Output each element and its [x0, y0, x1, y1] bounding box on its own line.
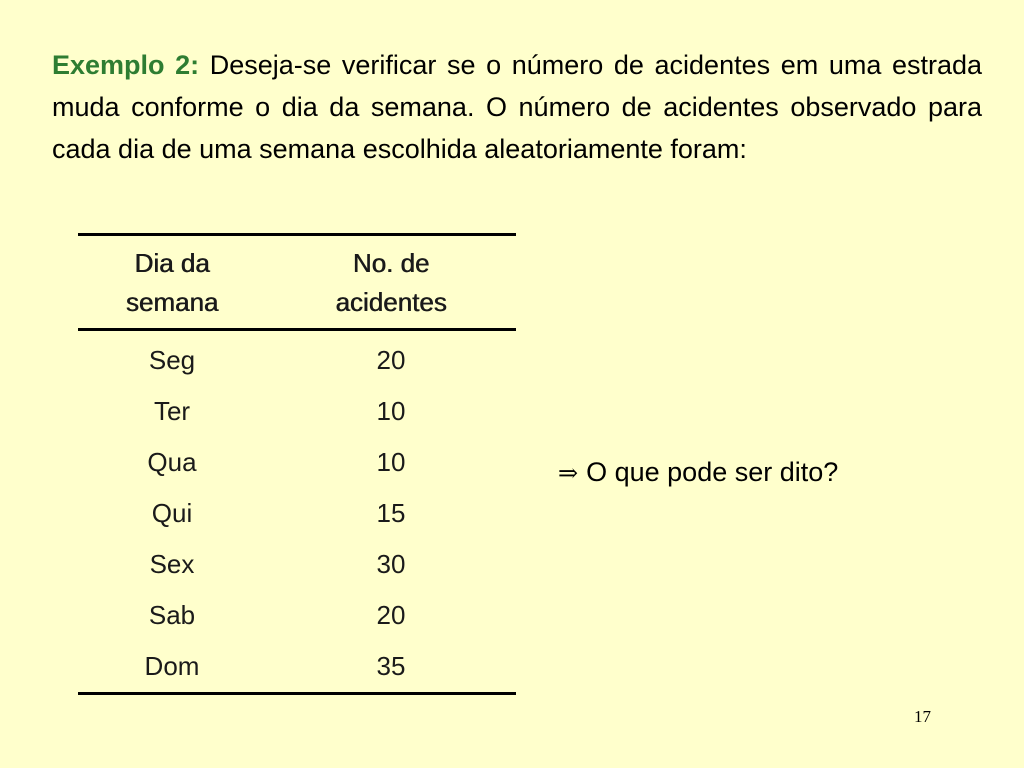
header-count	[266, 235, 516, 330]
header-day-line1: Dia da	[134, 248, 210, 278]
header-day	[78, 235, 266, 330]
page-number: 17	[914, 707, 931, 726]
question-text	[558, 452, 838, 493]
count-cell: 10	[376, 447, 406, 477]
day-cell: Seg	[148, 345, 196, 375]
accidents-table	[78, 233, 516, 695]
count-cell: 20	[376, 345, 406, 375]
day-cell: Qua	[147, 447, 197, 477]
implies-arrow-icon: ⇒	[558, 459, 579, 487]
table-row	[78, 330, 516, 387]
count-cell: 30	[376, 549, 406, 579]
day-cell: Qui	[151, 498, 193, 528]
table-row	[78, 641, 516, 694]
table-row	[78, 590, 516, 641]
table-body	[78, 330, 516, 694]
day-cell: Sex	[149, 549, 195, 579]
day-cell: Sab	[148, 600, 196, 630]
count-cell: 35	[376, 651, 406, 681]
table-header	[78, 235, 516, 330]
table-row	[78, 488, 516, 539]
header-count-line1: No. de	[352, 248, 430, 278]
table-row	[78, 386, 516, 437]
day-cell: Dom	[144, 651, 200, 681]
table-row	[78, 437, 516, 488]
count-cell: 10	[376, 396, 406, 426]
table-row	[78, 539, 516, 590]
header-count-line2: acidentes	[335, 287, 447, 317]
table-header-row	[78, 235, 516, 330]
question-label: O que pode ser dito?	[586, 457, 839, 487]
intro-paragraph	[52, 44, 982, 170]
day-cell: Ter	[153, 396, 191, 426]
example-label: Exemplo 2:	[52, 50, 200, 80]
header-day-line2: semana	[125, 287, 219, 317]
count-cell: 15	[376, 498, 406, 528]
count-cell: 20	[376, 600, 406, 630]
example-text: Deseja-se verificar se o número de acidentes em uma estrada muda conforme o dia da semana. O número de acidentes observado para cada dia de uma semana escolhida aleatoriamente foram:	[52, 50, 982, 164]
